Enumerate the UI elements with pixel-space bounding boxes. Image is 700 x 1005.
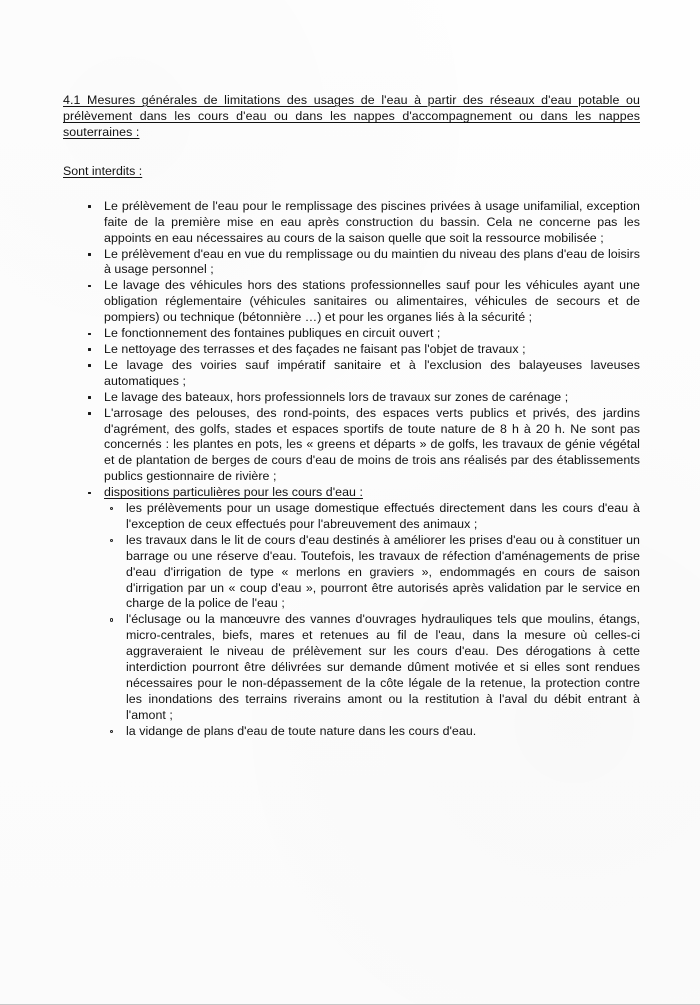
section-heading-text: 4.1 Mesures générales de limitations des usages de l'eau à partir des réseaux d'eau potable ou prélèvement dans les cours d'eau ou dans les nappes d'accompagnement ou dans les nappes souterraines :: [63, 93, 640, 140]
bullet-square-icon: [88, 348, 91, 351]
list-item: [63, 278, 640, 326]
lead-in-text: Sont interdits :: [63, 163, 143, 178]
prohibitions-list: [63, 179, 640, 740]
sub-list-item: [104, 533, 640, 613]
document-content: [63, 92, 640, 740]
bullet-square-icon: [88, 253, 91, 256]
bullet-circle-icon: [110, 507, 113, 510]
list-item: [63, 358, 640, 390]
subitem-text: les travaux dans le lit de cours d'eau destinés à améliorer les prises d'eau ou à constituer un barrage ou une réserve d'eau. Toutefois, les travaux de réfection d'aménagements de prise d'eau d'irrigation de type « merlons en graviers », endommagés en cours de saison d'irrigation par un « coup d'eau », pourront être autorisés après validation par le service en charge de la police de l'eau ;: [126, 532, 640, 611]
prohibition-text: L'arrosage des pelouses, des rond-points, des espaces verts publics et privés, des jardins d'agrément, des golfs, stades et espaces sportifs de toute nature de 8 h à 20 h. Ne sont pas concernés : les plantes en pots, les « greens et départs » de golfs, les travaux de génie végétal et de plantation de berges de cours d'eau de moins de trois ans réalisés par des établissements publics gestionnaire de rivière ;: [104, 405, 640, 484]
cours-eau-subitems-list: [104, 501, 640, 740]
bullet-square-icon: [88, 285, 91, 288]
bullet-circle-icon: [110, 618, 113, 621]
sub-list-item: [104, 724, 640, 740]
section-heading: [63, 92, 640, 141]
bullet-circle-icon: [110, 539, 113, 542]
bullet-square-icon: [88, 412, 91, 415]
prohibition-text: Le fonctionnement des fontaines publiques en circuit ouvert ;: [104, 326, 441, 341]
list-item-with-subitems: [63, 485, 640, 740]
subitem-text: les prélèvements pour un usage domestique effectués directement dans les cours d'eau à l'exception de ceux effectués pour l'abreuvement des animaux ;: [126, 501, 640, 531]
list-item: [63, 199, 640, 247]
prohibition-text: Le nettoyage des terrasses et des façades ne faisant pas l'objet de travaux ;: [104, 341, 526, 356]
bullet-square-icon: [88, 492, 91, 495]
sub-list-item: [104, 501, 640, 533]
list-item: [63, 342, 640, 358]
sub-list-item: [104, 612, 640, 723]
bullet-circle-icon: [110, 730, 113, 733]
subitem-text: la vidange de plans d'eau de toute nature dans les cours d'eau.: [126, 723, 477, 738]
list-item: [63, 390, 640, 406]
bullet-square-icon: [88, 364, 91, 367]
bullet-square-icon: [88, 396, 91, 399]
prohibition-text: dispositions particulières pour les cours d'eau :: [104, 485, 363, 500]
lead-in-line: [63, 141, 640, 179]
list-item: [63, 326, 640, 342]
bullet-square-icon: [88, 333, 91, 336]
prohibition-text: Le prélèvement d'eau en vue du remplissage ou du maintien du niveau des plans d'eau de loisirs à usage personnel ;: [104, 246, 640, 277]
prohibition-text: Le lavage des véhicules hors des stations professionnelles sauf pour les véhicules ayant une obligation réglementaire (véhicules sanitaires ou alimentaires, véhicules de secours et de pompiers) ou technique (bétonnière …) et pour les organes liés à la sécurité ;: [104, 278, 640, 325]
subitem-text: l'éclusage ou la manœuvre des vannes d'ouvrages hydrauliques tels que moulins, étangs, micro-centrales, biefs, mares et retenues au fil de l'eau, dans la mesure où celles-ci aggraveraient le niveau de prélèvement sur les cours d'eau. Des dérogations à cette interdiction pourront être délivrées sur demande dûment motivée et si elles sont rendues nécessaires pour le non-dépassement de la côte légale de la retenue, la protection contre les inondations des terrains riverains amont ou la restitution à l'aval du débit entrant à l'amont ;: [126, 612, 640, 722]
prohibition-text: Le lavage des bateaux, hors professionnels lors de travaux sur zones de carénage ;: [104, 389, 569, 404]
prohibition-text: Le lavage des voiries sauf impératif sanitaire et à l'exclusion des balayeuses laveuses automatiques ;: [104, 357, 640, 388]
list-item: [63, 406, 640, 486]
prohibition-text: Le prélèvement de l'eau pour le remplissage des piscines privées à usage unifamilial, exception faite de la première mise en eau après construction du bassin. Cela ne concerne pas les appoints en eau nécessaires au cours de la saison quelle que soit la ressource mobilisée ;: [104, 198, 640, 245]
list-item: [63, 247, 640, 279]
bullet-square-icon: [88, 205, 91, 208]
